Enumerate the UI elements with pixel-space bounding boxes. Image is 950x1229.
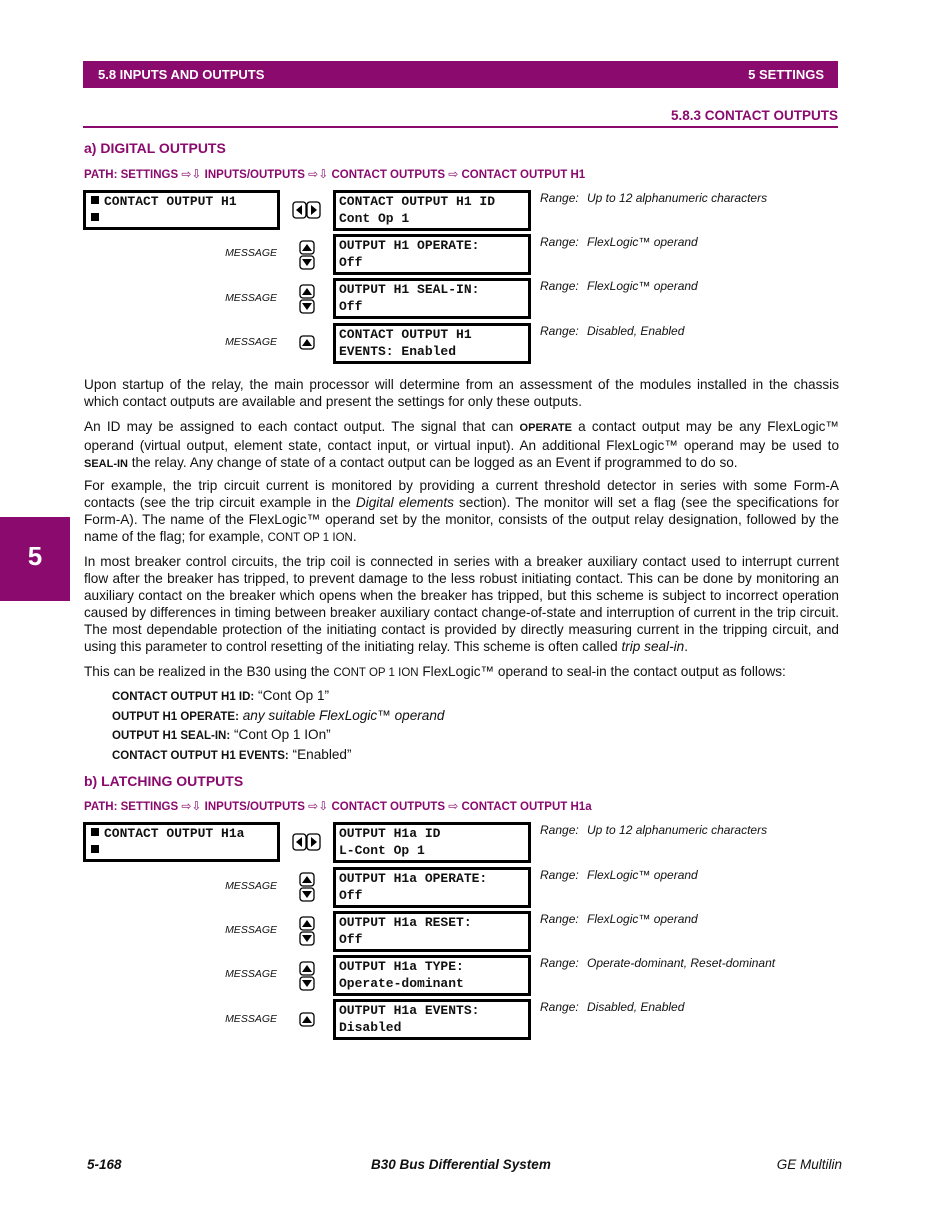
display-line: CONTACT OUTPUT H1 [104, 194, 237, 209]
text-run: the relay. Any change of state of a contact output can be logged as an Event if programmed to do so. [128, 455, 738, 470]
display-line: EVENTS: Enabled [339, 343, 457, 359]
display-line: Off [339, 887, 363, 903]
latching-menu-path [84, 799, 592, 813]
range-label: Range: [540, 956, 579, 970]
arrow-right-down-icon: ⇨⇩ [181, 167, 202, 181]
display-line: OUTPUT H1a RESET: [339, 915, 472, 930]
display-line: OUTPUT H1a EVENTS: [339, 1003, 480, 1018]
setting-key: OUTPUT H1 OPERATE: [112, 710, 239, 723]
up-down-keys-icon [299, 916, 315, 946]
text-run-italic: trip seal-in [621, 639, 685, 654]
range-text [540, 912, 698, 926]
range-text [540, 235, 698, 249]
range-text [540, 823, 767, 837]
path-segment: CONTACT OUTPUT H1 [461, 169, 586, 181]
display-line: OUTPUT H1a ID [339, 826, 441, 841]
header-section-title: 5.8 INPUTS AND OUTPUTS [98, 67, 265, 82]
display-line: OUTPUT H1 SEAL-IN: [339, 282, 480, 297]
body-paragraph [84, 477, 839, 547]
setting-display [333, 234, 531, 275]
section-header-bar [83, 61, 838, 88]
left-right-keys-icon [292, 201, 322, 219]
up-down-keys-icon [299, 240, 315, 270]
range-text [540, 868, 698, 882]
range-label: Range: [540, 1000, 579, 1014]
setting-display [333, 278, 531, 319]
up-key-icon [299, 1012, 315, 1027]
display-line: OUTPUT H1 OPERATE: [339, 238, 480, 253]
range-value: Disabled, Enabled [587, 324, 685, 338]
setting-display [333, 867, 531, 908]
text-run-italic: Digital elements [355, 495, 454, 510]
path-segment: CONTACT OUTPUTS [331, 801, 445, 813]
path-segment: CONTACT OUTPUT H1a [461, 801, 592, 813]
document-title: B30 Bus Differential System [371, 1157, 551, 1172]
display-line: OUTPUT H1a OPERATE: [339, 871, 488, 886]
path-segment: INPUTS/OUTPUTS [204, 169, 305, 181]
setting-display [333, 911, 531, 952]
range-label: Range: [540, 823, 579, 837]
settings-example-list [112, 687, 444, 765]
list-item [112, 726, 444, 746]
square-icon [91, 845, 99, 853]
up-down-keys-icon [299, 872, 315, 902]
body-paragraph [84, 553, 839, 655]
range-label: Range: [540, 191, 579, 205]
body-paragraph [84, 663, 839, 682]
display-line: Operate-dominant [339, 975, 464, 991]
setting-display [333, 822, 531, 863]
publisher-name: GE Multilin [776, 1157, 842, 1172]
setting-key: CONTACT OUTPUT H1 ID: [112, 691, 255, 703]
range-value: Operate-dominant, Reset-dominant [587, 956, 776, 970]
text-run: a contact output may be any FlexLogic™ operand (virtual output, element state, contact input, or virtual input). An additional FlexLogic™ operand may be used to [84, 419, 839, 453]
body-paragraph [84, 418, 839, 473]
range-label: Range: [540, 912, 579, 926]
setting-value: any suitable FlexLogic™ operand [238, 707, 445, 723]
message-label: MESSAGE [225, 968, 277, 980]
up-down-keys-icon [299, 284, 315, 314]
range-value: FlexLogic™ operand [587, 912, 698, 926]
setting-term: OPERATE [519, 422, 572, 434]
display-line: CONTACT OUTPUT H1 ID [339, 194, 496, 209]
range-text [540, 956, 775, 970]
chapter-tab: 5 [0, 517, 70, 601]
latching-outputs-heading: b) LATCHING OUTPUTS [84, 773, 244, 789]
arrow-right-icon: ⇨ [448, 167, 459, 181]
arrow-right-down-icon: ⇨⇩ [308, 167, 329, 181]
message-label: MESSAGE [225, 924, 277, 936]
digital-outputs-heading: a) DIGITAL OUTPUTS [84, 140, 226, 156]
text-run: This can be realized in the B30 using the [84, 664, 334, 679]
setting-key: OUTPUT H1 SEAL-IN: [112, 730, 231, 742]
arrow-right-down-icon: ⇨⇩ [181, 799, 202, 813]
range-value: Up to 12 alphanumeric characters [587, 823, 768, 837]
setting-display [333, 955, 531, 996]
text-run: . [352, 529, 357, 544]
left-right-keys-icon [292, 833, 322, 851]
setting-value: “Cont Op 1” [254, 688, 330, 703]
range-text [540, 324, 684, 338]
arrow-right-icon: ⇨ [448, 799, 459, 813]
main-display-digital [83, 190, 280, 230]
list-item [112, 687, 444, 707]
range-value: Disabled, Enabled [587, 1000, 685, 1014]
range-value: FlexLogic™ operand [587, 868, 698, 882]
display-line: Cont Op 1 [339, 210, 410, 226]
header-chapter-title: 5 SETTINGS [748, 67, 824, 82]
text-run: section). The monitor will set a flag (see the specifications for Form-A). The name of the FlexLogic™ operand set by the monitor, consists of the output relay designation, followed by the name of the flag; for example, [84, 495, 839, 544]
display-line: Off [339, 298, 363, 314]
setting-value: “Enabled” [288, 746, 352, 762]
setting-display [333, 323, 531, 364]
operand-term: CONT OP 1 ION [267, 532, 353, 544]
page-number: 5-168 [87, 1157, 122, 1172]
path-segment: PATH: SETTINGS [84, 169, 179, 181]
subsection-title: 5.8.3 CONTACT OUTPUTS [670, 108, 838, 123]
range-value: FlexLogic™ operand [587, 235, 698, 249]
range-label: Range: [540, 868, 579, 882]
display-line: Off [339, 931, 363, 947]
setting-key: CONTACT OUTPUT H1 EVENTS: [112, 749, 289, 762]
range-value: Up to 12 alphanumeric characters [587, 191, 768, 205]
square-icon [91, 196, 99, 204]
text-run: . [684, 639, 688, 654]
setting-value: “Cont Op 1 IOn” [230, 727, 331, 742]
arrow-right-down-icon: ⇨⇩ [308, 799, 329, 813]
list-item [112, 707, 444, 727]
range-text [540, 279, 698, 293]
setting-display [333, 999, 531, 1040]
main-display-latching [83, 822, 280, 862]
range-text [540, 1000, 684, 1014]
display-line: CONTACT OUTPUT H1a [104, 826, 245, 841]
text-run: FlexLogic™ operand to seal-in the contact output as follows: [418, 664, 786, 679]
path-segment: CONTACT OUTPUTS [331, 169, 445, 181]
message-label: MESSAGE [225, 292, 277, 304]
digital-menu-path [84, 167, 585, 181]
display-line: CONTACT OUTPUT H1 [339, 327, 472, 342]
text-run: For example, the trip circuit current is monitored by providing a current threshold detector in series with some Form-A contacts (see the trip circuit example in the [84, 478, 839, 510]
message-label: MESSAGE [225, 247, 277, 259]
setting-term: SEAL-IN [84, 458, 128, 470]
path-segment: PATH: SETTINGS [84, 801, 179, 813]
display-line: Off [339, 254, 363, 270]
square-icon [91, 828, 99, 836]
range-label: Range: [540, 235, 579, 249]
subsection-rule [83, 126, 838, 128]
text-run: An ID may be assigned to each contact output. The signal that can [84, 419, 520, 434]
message-label: MESSAGE [225, 336, 277, 348]
display-line: OUTPUT H1a TYPE: [339, 959, 464, 974]
message-label: MESSAGE [225, 880, 277, 892]
square-icon [91, 213, 99, 221]
text-run: In most breaker control circuits, the trip coil is connected in series with a breaker auxiliary contact used to interrupt current flow after the breaker has tripped, to prevent damage to the less robust initiating contact. This can be done by monitoring an auxiliary contact on the breaker which opens when the breaker has tripped, but this scheme is subject to incorrect operation caused by differences in timing between breaker auxiliary contact change-of-state and interruption of current in the trip circuit. The most dependable protection of the initiating contact is provided by directly measuring current in the tripping circuit, and using this parameter to control resetting of the initiating relay. This scheme is often called [84, 554, 839, 654]
display-line: Disabled [339, 1019, 402, 1035]
range-text [540, 191, 767, 205]
path-segment: INPUTS/OUTPUTS [204, 801, 305, 813]
message-label: MESSAGE [225, 1013, 277, 1025]
range-value: FlexLogic™ operand [587, 279, 698, 293]
up-down-keys-icon [299, 961, 315, 991]
range-label: Range: [540, 279, 579, 293]
list-item [112, 746, 444, 766]
setting-display [333, 190, 531, 231]
range-label: Range: [540, 324, 579, 338]
operand-term: CONT OP 1 ION [333, 667, 419, 679]
body-paragraph: Upon startup of the relay, the main processor will determine from an assessment of the modules installed in the chassis which contact outputs are available and present the settings for only these outputs. [84, 377, 839, 409]
up-key-icon [299, 335, 315, 350]
display-line: L-Cont Op 1 [339, 842, 425, 858]
